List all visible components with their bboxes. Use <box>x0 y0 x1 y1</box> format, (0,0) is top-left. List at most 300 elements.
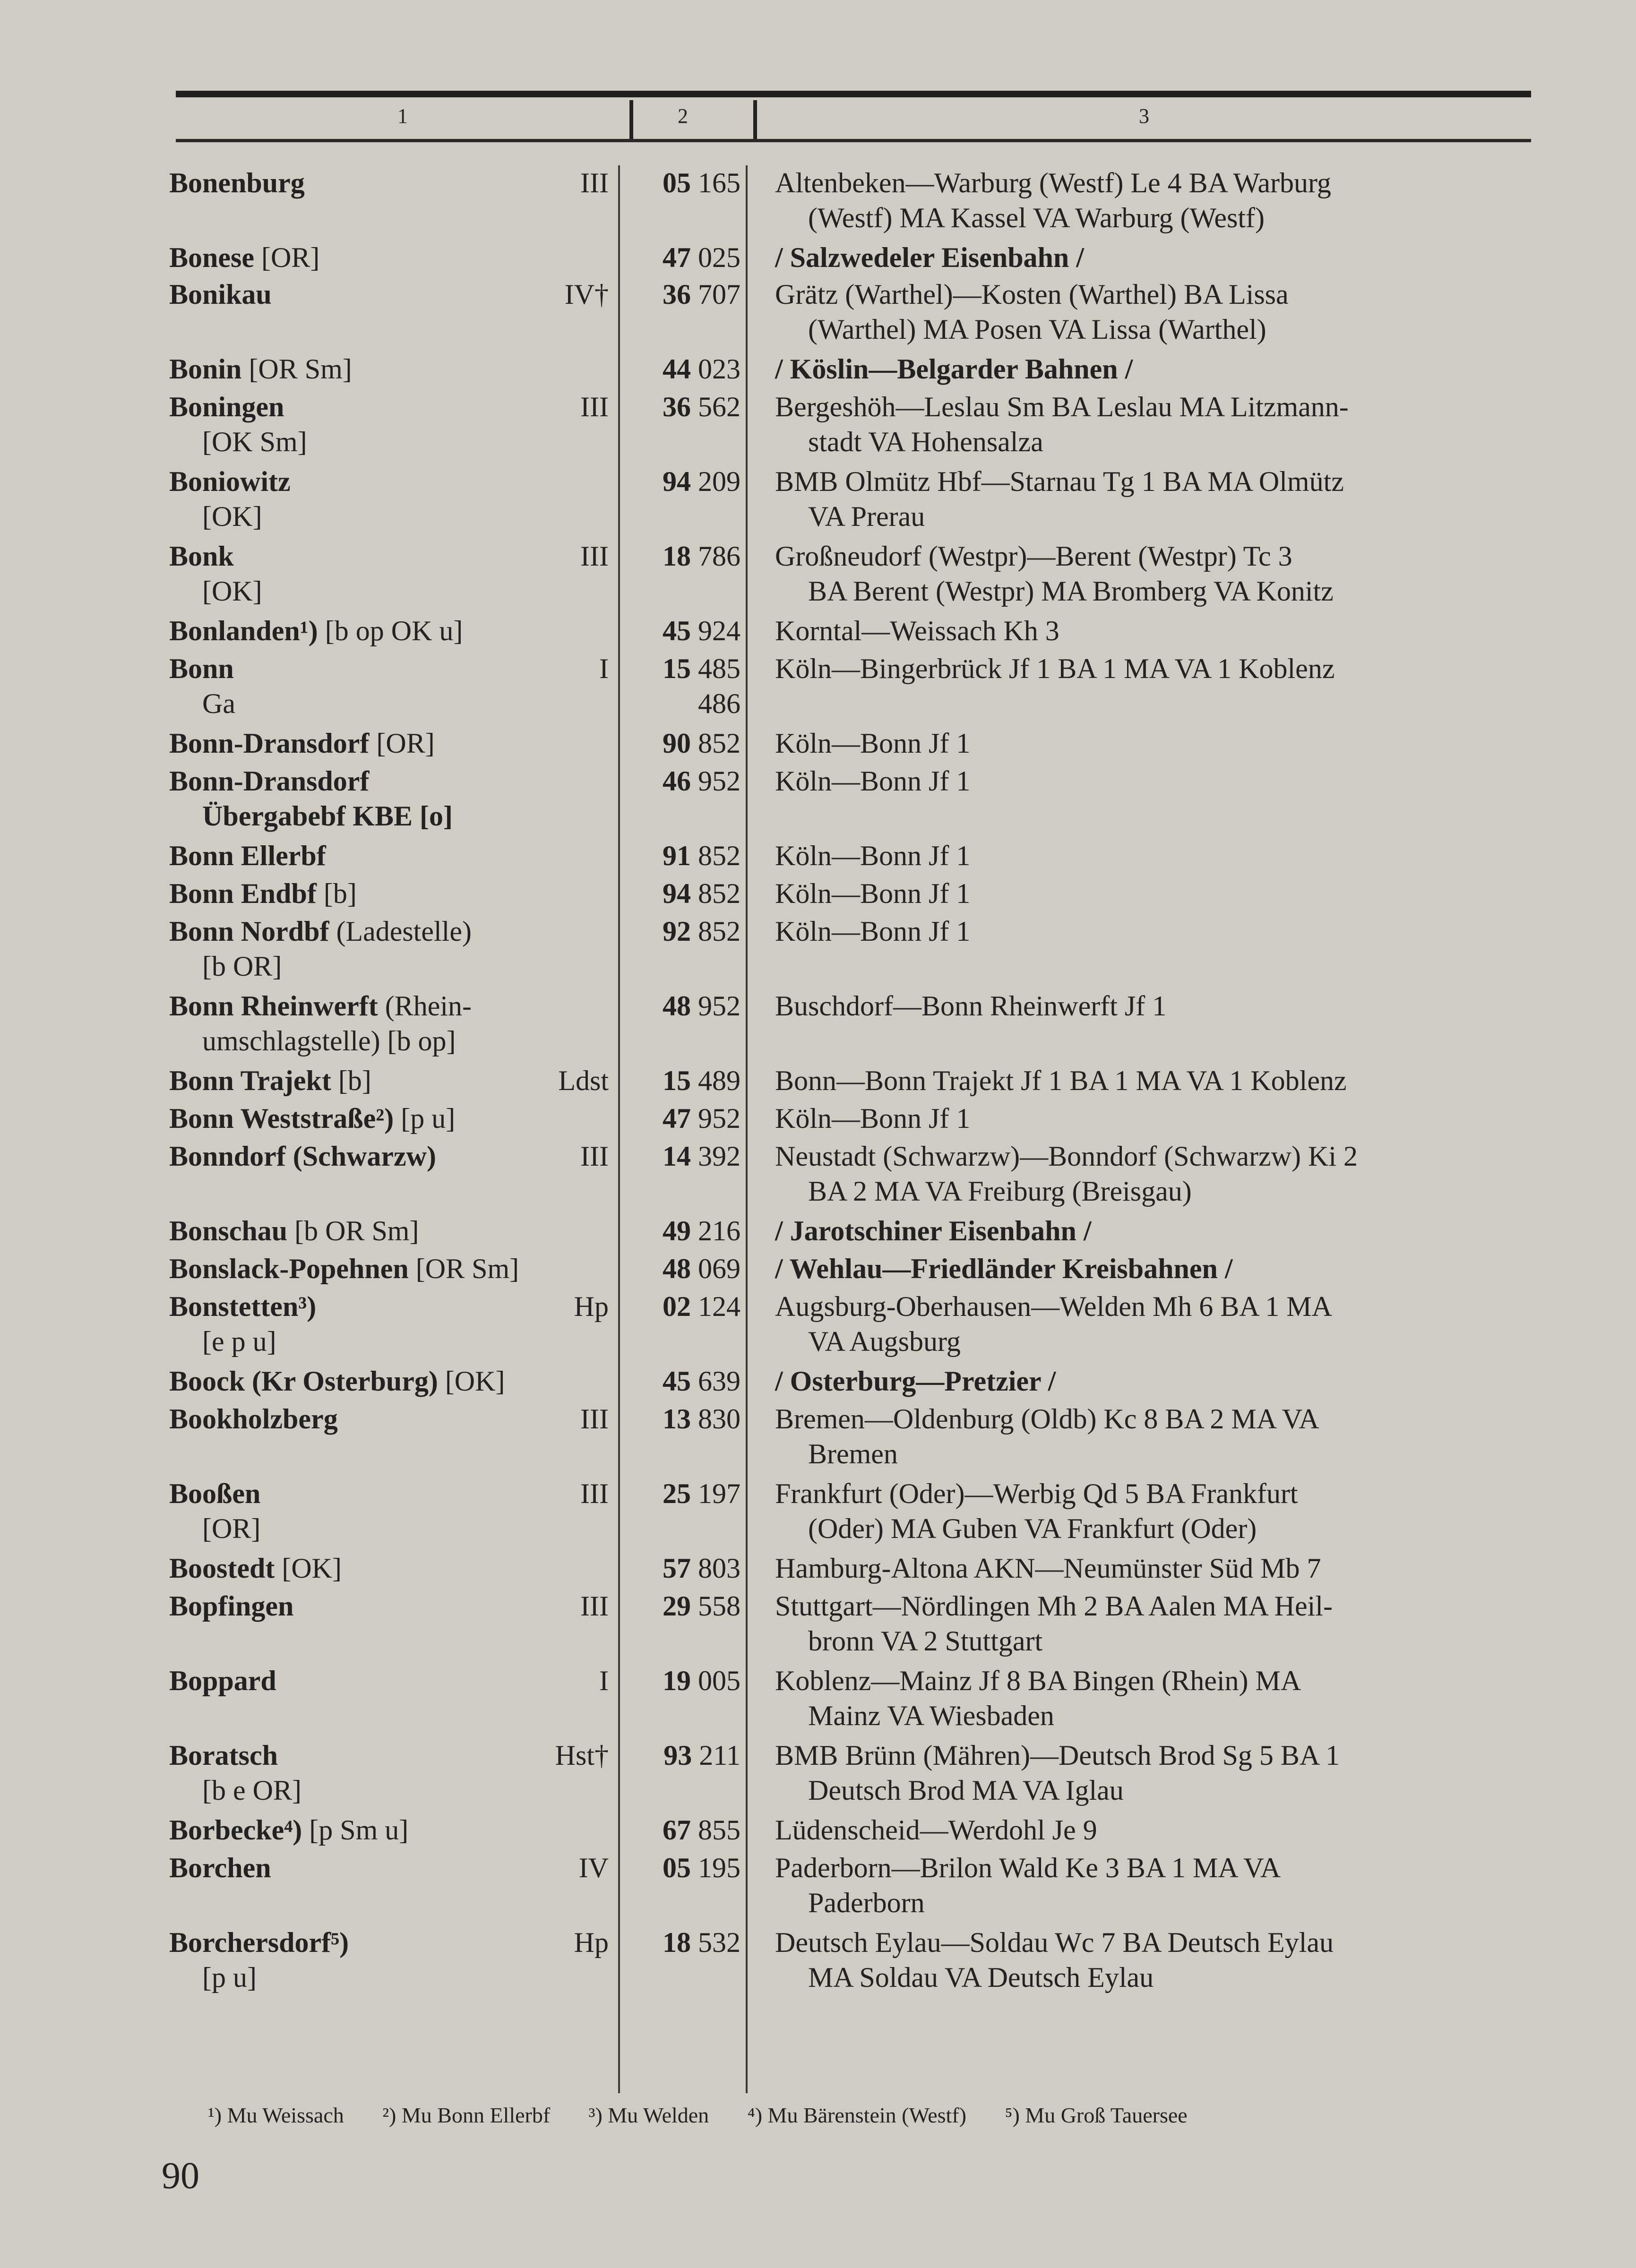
route-cell <box>775 1101 1531 1136</box>
route-line: Köln—Bonn Jf 1 <box>775 916 971 947</box>
station-code <box>617 914 741 949</box>
station-code-suffix: 558 <box>698 1590 741 1622</box>
station-code-cell <box>617 613 741 648</box>
footnote: ¹) Mu Weissach <box>208 2103 344 2127</box>
route-line: bronn VA 2 Stuttgart <box>808 1625 1043 1657</box>
station-code <box>617 613 741 648</box>
station-entry <box>0 1476 1636 1551</box>
route-line: Bremen—Oldenburg (Oldb) Kc 8 BA 2 MA VA <box>775 1403 1319 1435</box>
station-name-cell <box>169 1213 609 1248</box>
station-name: Boratsch <box>169 1740 278 1771</box>
route-line: / Wehlau—Friedländer Kreisbahnen / <box>775 1253 1233 1284</box>
route-line: stadt VA Hohensalza <box>808 426 1043 457</box>
footnote: ⁵) Mu Groß Tauersee <box>1005 2103 1188 2127</box>
station-code-cell <box>617 1551 741 1586</box>
station-entry <box>0 389 1636 464</box>
station-code-cell <box>617 277 741 312</box>
station-code <box>617 764 741 799</box>
station-name: Bonk <box>169 541 234 572</box>
station-code-suffix: 952 <box>698 1103 741 1134</box>
route-line: Köln—Bonn Jf 1 <box>775 728 971 759</box>
station-code-cell <box>617 1813 741 1847</box>
station-name: Bookholzberg <box>169 1403 338 1435</box>
station-code <box>617 651 741 686</box>
route-cell <box>775 1063 1531 1098</box>
station-name-suffix: [OR Sm] <box>241 353 352 385</box>
station-code-prefix: 05 <box>663 1852 691 1883</box>
station-code-cell <box>617 838 741 873</box>
station-code-prefix: 25 <box>663 1478 691 1509</box>
station-name-cell <box>169 1476 609 1546</box>
station-name-line <box>169 613 609 648</box>
station-code-cell <box>617 726 741 761</box>
station-name-line <box>169 838 609 873</box>
station-code-prefix: 18 <box>663 541 691 572</box>
station-code-prefix: 02 <box>663 1291 691 1322</box>
station-code <box>617 1850 741 1885</box>
station-code-cell <box>617 1925 741 1960</box>
station-name: Bonin <box>169 353 242 385</box>
route-line: Koblenz—Mainz Jf 8 BA Bingen (Rhein) MA <box>775 1665 1301 1696</box>
station-entry <box>0 988 1636 1063</box>
station-entry <box>0 539 1636 613</box>
station-name-line <box>169 1139 609 1174</box>
station-name-line <box>169 1589 609 1624</box>
station-code-prefix: 48 <box>663 990 691 1022</box>
station-code-prefix: 92 <box>663 916 691 947</box>
route-line: Altenbeken—Warburg (Westf) Le 4 BA Warburg <box>775 167 1331 198</box>
station-code-suffix: 924 <box>698 615 741 646</box>
station-code <box>617 1663 741 1698</box>
route-line: Bremen <box>808 1438 898 1469</box>
station-class: IV† <box>564 279 609 310</box>
station-name-continuation: [OR] <box>202 1513 261 1544</box>
station-name: Bonn <box>169 653 234 684</box>
station-name-line <box>169 876 609 911</box>
station-code-cell <box>617 1476 741 1511</box>
route-cell <box>775 1401 1531 1471</box>
route-line: Bonn—Bonn Trajekt Jf 1 BA 1 MA VA 1 Koblenz <box>775 1065 1347 1096</box>
station-name-continuation: Ga <box>202 688 235 719</box>
station-code-prefix: 94 <box>663 466 691 497</box>
header-col-2: 2 <box>678 104 688 128</box>
station-name-continuation: [e p u] <box>202 1326 276 1357</box>
route-cell <box>775 1364 1531 1399</box>
station-name-line <box>169 277 609 312</box>
route-cell <box>775 764 1531 799</box>
station-code-prefix: 67 <box>663 1814 691 1846</box>
station-code-suffix: 195 <box>698 1852 741 1883</box>
station-code-prefix: 93 <box>663 1740 692 1771</box>
station-entry <box>0 1738 1636 1813</box>
route-line: / Köslin—Belgarder Bahnen / <box>775 353 1133 385</box>
station-code-suffix: 489 <box>698 1065 741 1096</box>
station-entry <box>0 1251 1636 1289</box>
station-entry <box>0 613 1636 651</box>
station-code <box>617 1364 741 1399</box>
route-cell <box>775 726 1531 761</box>
station-name-cell <box>169 539 609 609</box>
route-line: (Warthel) MA Posen VA Lissa (Warthel) <box>808 314 1266 345</box>
station-code-suffix: 852 <box>698 840 741 871</box>
route-line: MA Soldau VA Deutsch Eylau <box>808 1962 1154 1993</box>
station-code-prefix: 13 <box>663 1403 691 1435</box>
station-code <box>617 988 741 1023</box>
station-name-suffix: [OR] <box>254 242 320 273</box>
station-code <box>617 726 741 761</box>
station-name-cell <box>169 1663 609 1698</box>
station-class: III <box>580 1590 609 1622</box>
station-code-suffix: 830 <box>698 1403 741 1435</box>
station-code-prefix: 18 <box>663 1927 691 1958</box>
route-cell <box>775 240 1531 275</box>
station-name-cell <box>169 1251 609 1286</box>
station-code <box>617 876 741 911</box>
station-class: Ldst <box>558 1065 609 1096</box>
route-cell <box>775 1925 1531 1995</box>
route-cell <box>775 651 1531 686</box>
station-name: Borbecke⁴) <box>169 1814 302 1846</box>
station-name-line <box>169 764 609 799</box>
station-code-cell <box>617 1139 741 1174</box>
station-entry <box>0 165 1636 240</box>
route-cell <box>775 914 1531 949</box>
station-code-prefix: 36 <box>663 391 691 422</box>
station-entry <box>0 838 1636 876</box>
station-name-continuation: umschlagstelle) [b op] <box>202 1025 456 1057</box>
station-name: Bonenburg <box>169 167 305 198</box>
station-code-prefix: 47 <box>663 1103 691 1134</box>
station-code-prefix: 46 <box>663 765 691 797</box>
station-name-suffix: [b OR Sm] <box>287 1215 419 1246</box>
station-code-suffix: 165 <box>698 167 741 198</box>
station-code-prefix: 44 <box>663 353 691 385</box>
station-name: Bonstetten³) <box>169 1291 317 1322</box>
station-name-line <box>169 1101 609 1136</box>
station-code-suffix: 852 <box>698 878 741 909</box>
route-cell <box>775 1738 1531 1808</box>
station-name-line <box>169 352 609 387</box>
station-entry <box>0 1139 1636 1213</box>
station-code-cell <box>617 988 741 1023</box>
route-line: Köln—Bonn Jf 1 <box>775 878 971 909</box>
route-cell <box>775 165 1531 235</box>
station-name-cell <box>169 165 609 200</box>
station-name-cell <box>169 352 609 387</box>
station-code-cell <box>617 1364 741 1399</box>
station-class: I <box>599 653 609 684</box>
station-name: Bonn Ellerbf <box>169 840 326 871</box>
station-entry <box>0 764 1636 838</box>
station-code <box>617 1063 741 1098</box>
station-name-line <box>169 1063 609 1098</box>
station-name-cell <box>169 1101 609 1136</box>
station-code <box>617 165 741 200</box>
station-name-line <box>169 1551 609 1586</box>
station-code <box>617 1289 741 1324</box>
station-code-suffix: 485 <box>698 653 741 684</box>
station-code-prefix: 14 <box>663 1141 691 1172</box>
station-code <box>617 1738 741 1773</box>
station-name-cell <box>169 1551 609 1586</box>
route-line: VA Prerau <box>808 501 925 532</box>
station-name-cell <box>169 1589 609 1624</box>
station-code-prefix: 94 <box>663 878 691 909</box>
station-code-prefix: 15 <box>663 1065 691 1096</box>
station-name-suffix: [p Sm u] <box>302 1814 409 1846</box>
station-code-cell <box>617 240 741 275</box>
station-code-cell <box>617 1251 741 1286</box>
route-cell <box>775 1663 1531 1733</box>
route-cell <box>775 1476 1531 1546</box>
station-code-suffix: 209 <box>698 466 741 497</box>
route-line: (Westf) MA Kassel VA Warburg (Westf) <box>808 202 1265 233</box>
station-code-suffix: 707 <box>698 279 741 310</box>
station-name-line <box>169 1289 609 1324</box>
station-name: Bonikau <box>169 279 272 310</box>
station-code-cell <box>617 352 741 387</box>
station-name: Booßen <box>169 1478 261 1509</box>
station-code <box>617 1251 741 1286</box>
station-name: Boppard <box>169 1665 276 1696</box>
station-entry <box>0 352 1636 389</box>
station-name: Bonschau <box>169 1215 288 1246</box>
station-code-cell <box>617 914 741 949</box>
station-entry <box>0 1925 1636 2000</box>
route-line: BA 2 MA VA Freiburg (Breisgau) <box>808 1176 1192 1207</box>
station-entry <box>0 1551 1636 1589</box>
station-name-continuation: [b e OR] <box>202 1775 301 1806</box>
station-entry <box>0 1101 1636 1139</box>
station-entry <box>0 1813 1636 1850</box>
header-divider <box>753 100 757 139</box>
station-name-line <box>169 1663 609 1698</box>
route-line: / Jarotschiner Eisenbahn / <box>775 1215 1092 1246</box>
station-name-continuation: [b OR] <box>202 951 282 982</box>
station-name-line <box>169 1738 609 1773</box>
station-code-suffix: 216 <box>698 1215 741 1246</box>
station-code-prefix: 05 <box>663 167 691 198</box>
route-line: Mainz VA Wiesbaden <box>808 1700 1054 1731</box>
station-class: III <box>580 1478 609 1509</box>
station-name-line <box>169 165 609 200</box>
station-code <box>617 1139 741 1174</box>
station-code <box>617 1401 741 1436</box>
station-name-suffix: [OR Sm] <box>408 1253 519 1284</box>
station-name-line <box>169 1251 609 1286</box>
route-cell <box>775 1139 1531 1209</box>
top-rule <box>176 91 1531 97</box>
station-name-cell <box>169 613 609 648</box>
station-class: Hp <box>574 1927 609 1958</box>
station-name: Bopfingen <box>169 1590 294 1622</box>
station-entry <box>0 240 1636 277</box>
station-class: III <box>580 1141 609 1172</box>
station-name: Borchersdorf⁵) <box>169 1927 349 1958</box>
station-name-continuation: Übergabebf KBE [o] <box>202 800 453 832</box>
station-name-suffix: (Rhein- <box>378 990 472 1022</box>
station-entry <box>0 914 1636 988</box>
station-code-prefix: 48 <box>663 1253 691 1284</box>
station-name-line <box>169 539 609 574</box>
station-class: I <box>599 1665 609 1696</box>
station-code <box>617 1551 741 1586</box>
station-name-suffix: [OK] <box>438 1366 505 1397</box>
station-code-suffix: 025 <box>698 242 741 273</box>
station-name-continuation: [p u] <box>202 1962 257 1993</box>
station-code-suffix: 952 <box>698 765 741 797</box>
station-name-cell <box>169 1289 609 1359</box>
station-code <box>617 1925 741 1960</box>
route-line: Stuttgart—Nördlingen Mh 2 BA Aalen MA Heil- <box>775 1590 1333 1622</box>
route-cell <box>775 1850 1531 1920</box>
station-code-prefix: 47 <box>663 242 691 273</box>
page-number: 90 <box>162 2155 199 2197</box>
station-code-prefix: 45 <box>663 615 691 646</box>
station-code-prefix: 19 <box>663 1665 691 1696</box>
station-name-cell <box>169 1738 609 1808</box>
station-code-cell <box>617 1850 741 1885</box>
route-line: Lüdenscheid—Werdohl Je 9 <box>775 1814 1097 1846</box>
route-cell <box>775 613 1531 648</box>
header-col-3: 3 <box>1139 104 1149 128</box>
route-cell <box>775 1813 1531 1847</box>
route-line: Neustadt (Schwarzw)—Bonndorf (Schwarzw) Ki 2 <box>775 1141 1358 1172</box>
station-code <box>617 277 741 312</box>
route-line: Augsburg-Oberhausen—Welden Mh 6 BA 1 MA <box>775 1291 1332 1322</box>
station-entry <box>0 1213 1636 1251</box>
station-entry <box>0 651 1636 726</box>
route-cell <box>775 1289 1531 1359</box>
station-name-line <box>169 464 609 499</box>
route-cell <box>775 389 1531 459</box>
station-code-cell <box>617 1589 741 1624</box>
station-code-suffix: 532 <box>698 1927 741 1958</box>
station-name: Bonndorf (Schwarzw) <box>169 1141 436 1172</box>
station-name-cell <box>169 988 609 1058</box>
station-code <box>617 352 741 387</box>
station-name-line <box>169 988 609 1023</box>
station-name-suffix: [b] <box>316 878 357 909</box>
station-entry <box>0 277 1636 352</box>
route-cell <box>775 988 1531 1023</box>
station-code <box>617 1101 741 1136</box>
station-entry <box>0 1850 1636 1925</box>
station-code-suffix: 124 <box>698 1291 741 1322</box>
station-code-cell <box>617 764 741 799</box>
station-name: Bonn Nordbf <box>169 916 329 947</box>
station-name-cell <box>169 651 609 721</box>
route-line: Hamburg-Altona AKN—Neumünster Süd Mb 7 <box>775 1553 1321 1584</box>
station-code <box>617 838 741 873</box>
station-code-suffix: 786 <box>698 541 741 572</box>
station-code-cell <box>617 539 741 574</box>
station-code-suffix: 952 <box>698 990 741 1022</box>
station-name-line <box>169 1850 609 1885</box>
station-code-cell <box>617 1663 741 1698</box>
route-line: / Osterburg—Pretzier / <box>775 1366 1056 1397</box>
station-name-line <box>169 1401 609 1436</box>
station-name: Bonn Rheinwerft <box>169 990 378 1022</box>
station-code-cell <box>617 1063 741 1098</box>
station-name-line <box>169 651 609 686</box>
route-cell <box>775 1551 1531 1586</box>
route-line: Köln—Bonn Jf 1 <box>775 840 971 871</box>
route-line: Paderborn—Brilon Wald Ke 3 BA 1 MA VA <box>775 1852 1281 1883</box>
station-code <box>617 240 741 275</box>
route-cell <box>775 539 1531 609</box>
station-code-prefix: 15 <box>663 653 691 684</box>
station-name-cell <box>169 464 609 534</box>
header-divider <box>629 100 633 139</box>
station-name: Boostedt <box>169 1553 275 1584</box>
route-line: / Salzwedeler Eisenbahn / <box>775 242 1084 273</box>
route-cell <box>775 1251 1531 1286</box>
route-line: BMB Brünn (Mähren)—Deutsch Brod Sg 5 BA 1 <box>775 1740 1340 1771</box>
station-code <box>617 1813 741 1847</box>
route-line: Deutsch Brod MA VA Iglau <box>808 1775 1124 1806</box>
route-line: Paderborn <box>808 1887 925 1918</box>
station-name-cell <box>169 1139 609 1174</box>
station-class: Hst† <box>555 1740 609 1771</box>
station-name-line <box>169 1476 609 1511</box>
station-code-cell <box>617 1738 741 1773</box>
route-cell <box>775 277 1531 347</box>
station-name-cell <box>169 1063 609 1098</box>
station-entry <box>0 1589 1636 1663</box>
station-name-suffix: [b] <box>331 1065 371 1096</box>
station-code-suffix: 639 <box>698 1366 741 1397</box>
station-code-suffix: 852 <box>698 916 741 947</box>
route-line: VA Augsburg <box>808 1326 961 1357</box>
station-name: Bonn Endbf <box>169 878 317 909</box>
route-line: Buschdorf—Bonn Rheinwerft Jf 1 <box>775 990 1167 1022</box>
header-col-1: 1 <box>397 104 408 128</box>
route-cell <box>775 1589 1531 1658</box>
station-name-line <box>169 914 609 949</box>
route-line: Köln—Bingerbrück Jf 1 BA 1 MA VA 1 Koblenz <box>775 653 1335 684</box>
station-code-prefix: 91 <box>663 840 691 871</box>
route-line: Bergeshöh—Leslau Sm BA Leslau MA Litzmann- <box>775 391 1349 422</box>
station-name-cell <box>169 838 609 873</box>
station-name-cell <box>169 1850 609 1885</box>
station-name-line <box>169 389 609 424</box>
station-name-suffix: [OR] <box>369 728 435 759</box>
station-name-cell <box>169 1813 609 1847</box>
column-header <box>176 100 1531 142</box>
station-list <box>0 165 1636 2000</box>
station-class: III <box>580 541 609 572</box>
station-name-cell <box>169 240 609 275</box>
station-entry <box>0 1289 1636 1364</box>
route-line: BA Berent (Westpr) MA Bromberg VA Konitz <box>808 576 1334 607</box>
route-line: BMB Olmütz Hbf—Starnau Tg 1 BA MA Olmütz <box>775 466 1344 497</box>
station-entry <box>0 1063 1636 1101</box>
station-code-suffix: 562 <box>698 391 741 422</box>
station-name-cell <box>169 277 609 312</box>
station-entry <box>0 726 1636 764</box>
station-entry <box>0 1364 1636 1401</box>
route-cell <box>775 876 1531 911</box>
station-name: Boniowitz <box>169 466 291 497</box>
route-line: Großneudorf (Westpr)—Berent (Westpr) Tc 3 <box>775 541 1292 572</box>
station-code-prefix: 29 <box>663 1590 691 1622</box>
station-class: IV <box>578 1852 609 1883</box>
station-name: Bonlanden¹) <box>169 615 318 646</box>
footnote: ²) Mu Bonn Ellerbf <box>382 2103 551 2127</box>
station-code-prefix: 49 <box>663 1215 691 1246</box>
route-cell <box>775 1213 1531 1248</box>
